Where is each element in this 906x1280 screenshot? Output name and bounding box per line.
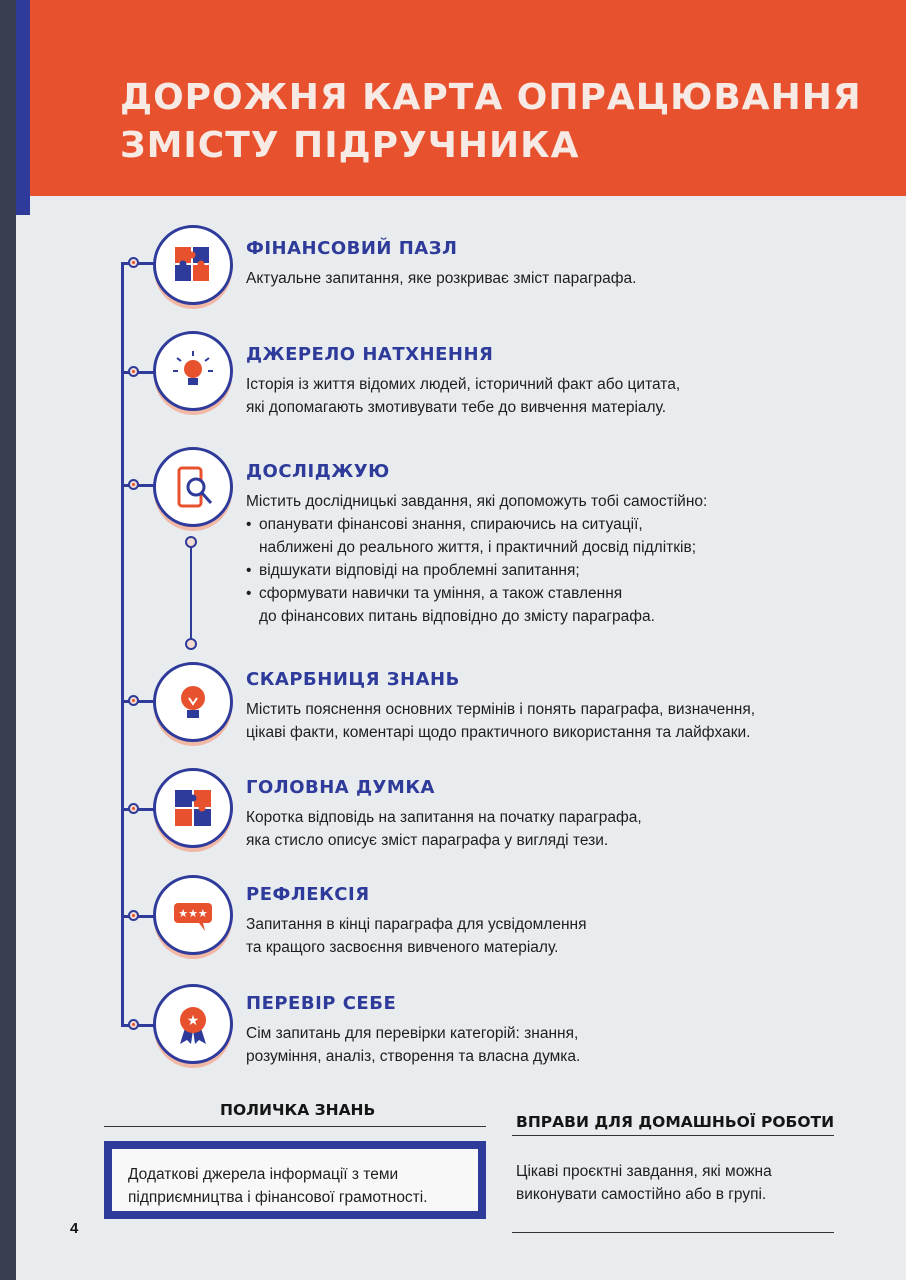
section-title: СКАРБНИЦЯ ЗНАНЬ — [246, 669, 460, 690]
section-text: та кращого засвоєння вивченого матеріалу. — [246, 939, 559, 956]
rating-bubble-icon — [171, 893, 215, 937]
divider — [512, 1232, 834, 1233]
svg-text:★★★: ★★★ — [178, 907, 208, 920]
section-icon-frame — [153, 768, 233, 848]
homework-text — [516, 1160, 836, 1206]
section-text: Містить дослідницькі завдання, які допоможуть тобі самостійно: — [246, 493, 708, 510]
side-stripe — [16, 0, 30, 215]
section-text: які допомагають змотивувати тебе до вивчення матеріалу. — [246, 399, 667, 416]
section-self-check — [246, 993, 856, 1068]
section-text: Коротка відповідь на запитання на початку параграфа, — [246, 809, 642, 826]
bullet-text: опанувати фінансові знання, спираючись на ситуації, — [259, 516, 643, 533]
shelf-text — [128, 1163, 468, 1209]
timeline-line — [121, 262, 124, 1024]
knowledge-shelf-box — [104, 1141, 486, 1219]
timeline-dot — [128, 366, 139, 377]
section-text: яка стисло описує зміст параграфа у вигляді тези. — [246, 832, 609, 849]
timeline-dot — [128, 479, 139, 490]
homework-heading: ВПРАВИ ДЛЯ ДОМАШНЬОЇ РОБОТИ — [516, 1113, 835, 1131]
bullet-item — [246, 513, 856, 559]
section-text: цікаві факти, коментарі щодо практичного використання та лайфхаки. — [246, 724, 751, 741]
bullet-item — [246, 559, 856, 582]
section-inspiration-source — [246, 344, 856, 419]
header-banner — [30, 0, 906, 196]
sub-timeline-line — [190, 540, 192, 644]
lightbulb-icon — [171, 349, 215, 393]
timeline-dot — [128, 1019, 139, 1030]
section-title: ФІНАНСОВИЙ ПАЗЛ — [246, 238, 458, 259]
section-text: розуміння, аналіз, створення та власна думка. — [246, 1048, 581, 1065]
phone-magnifier-icon — [171, 465, 215, 509]
section-title: РЕФЛЕКСІЯ — [246, 884, 370, 905]
page-number: 4 — [70, 1220, 79, 1237]
section-icon-frame — [153, 331, 233, 411]
bulb-treasure-icon — [171, 680, 215, 724]
shelf-text-line: Додаткові джерела інформації з теми — [128, 1166, 399, 1183]
award-badge-icon — [171, 1002, 215, 1046]
homework-text-line: виконувати самостійно або в групі. — [516, 1186, 767, 1203]
section-reflection — [246, 884, 856, 959]
section-icon-frame — [153, 875, 233, 955]
section-title: ДЖЕРЕЛО НАТХНЕННЯ — [246, 344, 494, 365]
section-text: Історія із життя відомих людей, історичний факт або цитата, — [246, 376, 681, 393]
bullet-text: сформувати навички та уміння, а також ставлення — [259, 585, 623, 602]
section-title: ДОСЛІДЖУЮ — [246, 461, 390, 482]
section-icon-frame — [153, 225, 233, 305]
sub-timeline-dot — [185, 638, 197, 650]
bullet-item — [246, 582, 856, 628]
section-icon-frame — [153, 447, 233, 527]
puzzle-icon — [171, 243, 215, 287]
section-text: Містить пояснення основних термінів і понять параграфа, визначення, — [246, 701, 756, 718]
page-title — [120, 74, 862, 170]
sub-timeline-dot — [185, 536, 197, 548]
section-icon-frame — [153, 984, 233, 1064]
svg-text:★: ★ — [186, 1013, 200, 1029]
section-text: Актуальне запитання, яке розкриває зміст параграфа. — [246, 270, 637, 287]
bullet-text: відшукати відповіді на проблемні запитання; — [259, 562, 580, 579]
timeline-dot — [128, 803, 139, 814]
homework-text-line: Цікаві проєктні завдання, які можна — [516, 1163, 772, 1180]
title-line-2: ЗМІСТУ ПІДРУЧНИКА — [120, 125, 580, 166]
section-text: Запитання в кінці параграфа для усвідомлення — [246, 916, 587, 933]
bullet-text: наближені до реального життя, і практичний досвід підлітків; — [259, 539, 696, 556]
section-text: Сім запитань для перевірки категорій: знання, — [246, 1025, 579, 1042]
timeline-dot — [128, 695, 139, 706]
shelf-text-line: підприємництва і фінансової грамотності. — [128, 1189, 428, 1206]
divider — [512, 1135, 834, 1136]
bullet-text: до фінансових питань відповідно до змісту параграфа. — [259, 608, 655, 625]
section-main-idea — [246, 777, 856, 852]
divider — [104, 1126, 486, 1127]
timeline-dot — [128, 910, 139, 921]
section-icon-frame — [153, 662, 233, 742]
section-financial-puzzle — [246, 238, 856, 290]
timeline-dot — [128, 257, 139, 268]
textbook-page — [16, 0, 906, 1280]
title-line-1: ДОРОЖНЯ КАРТА ОПРАЦЮВАННЯ — [120, 77, 862, 118]
bullet-list — [246, 513, 856, 628]
section-research — [246, 461, 856, 628]
section-title: ГОЛОВНА ДУМКА — [246, 777, 435, 798]
shelf-heading: ПОЛИЧКА ЗНАНЬ — [220, 1101, 376, 1119]
section-knowledge-treasury — [246, 669, 856, 744]
puzzle-pieces-icon — [171, 786, 215, 830]
section-title: ПЕРЕВІР СЕБЕ — [246, 993, 397, 1014]
